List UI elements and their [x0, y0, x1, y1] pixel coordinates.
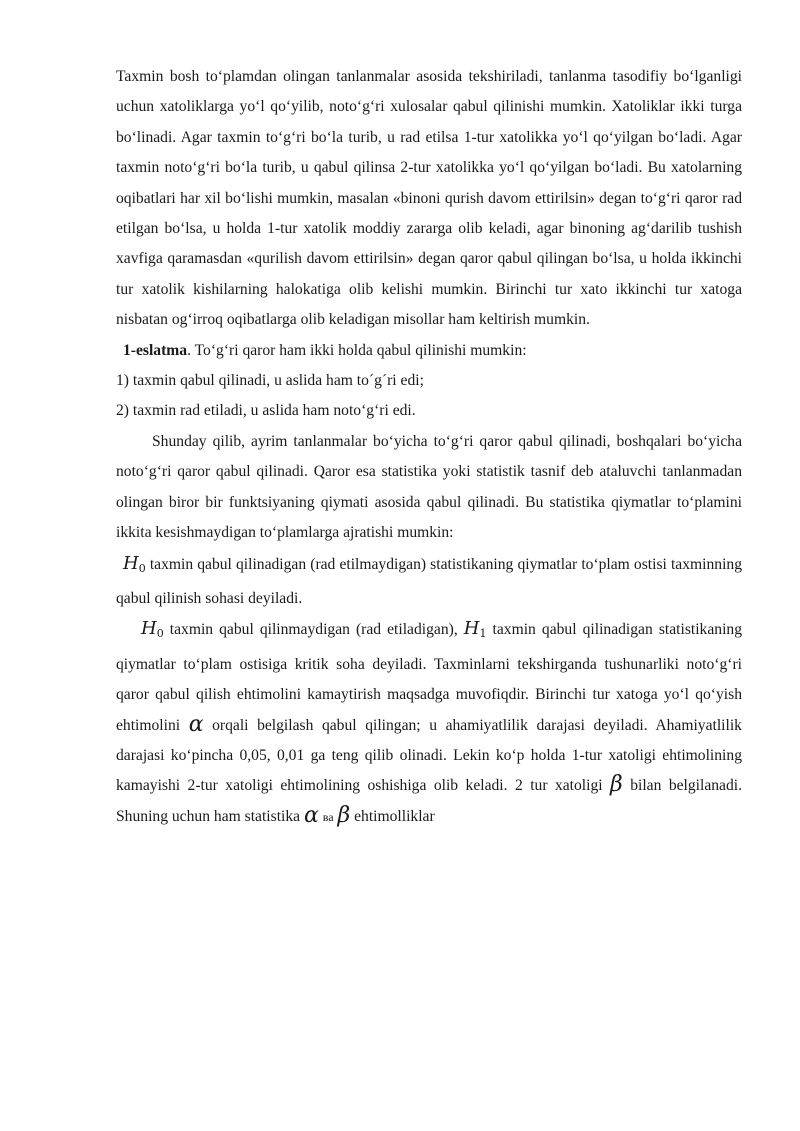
- math-h1-symbol: $H_1$: [463, 618, 487, 641]
- paragraph-acceptance-region: [116, 549, 742, 615]
- note-line: [116, 336, 742, 366]
- critical-text-e: ehtimolliklar: [350, 807, 435, 825]
- math-alpha-symbol: α: [188, 711, 204, 737]
- math-alpha-symbol: α: [303, 802, 319, 828]
- paragraph-errors: Taxmin bosh to‘plamdan olingan tanlanmalar asosida tekshiriladi, tanlanma tasodifiy bo‘lganligi uchun xatoliklarga yo‘l qo‘yilib, noto‘g‘ri xulosalar qabul qilinishi mumkin. Xatoliklar ikki turga bo‘linadi. Agar taxmin to‘g‘ri bo‘la turib, u rad etilsa 1-tur xatolikka yo‘l qo‘yilgan bo‘ladi. Agar taxmin noto‘g‘ri bo‘la turib, u qabul qilinsa 2-tur xatolikka yo‘l qo‘yilgan bo‘ladi. Bu xatolarning oqibatlari har xil bo‘lishi mumkin, masalan «binoni qurish davom ettirilsin» degan to‘g‘ri qaror rad etilgan bo‘lsa, u holda 1-tur xatolik moddiy zararga olib keladi, agar binoning ag‘darilib tushish xavfiga qaramasdan «qurilish davom ettirilsin» degan qaror qabul qilingan bo‘lsa, u holda ikkinchi tur xatolik kishilarning halokatiga olib kelishi mumkin. Birinchi tur xato ikkinchi tur xatoga nisbatan og‘irroq oqibatlarga olib keladigan misollar ham keltirish mumkin.: [116, 68, 742, 329]
- critical-text-a: taxmin qabul qilinmaydigan (rad etiladigan),: [163, 621, 464, 639]
- list-item: 2) taxmin rad etiladi, u aslida ham noto‘g‘ri edi.: [116, 402, 416, 420]
- critical-text-d: bilan belgilanadi. Shuning uchun ham statistika: [116, 777, 742, 825]
- note-text: . To‘g‘ri qaror ham ikki holda qabul qilinishi mumkin:: [187, 341, 527, 359]
- acceptance-text: taxmin qabul qilinadigan (rad etilmaydigan) statistikaning qiymatlar to‘plam ostisi taxminning qabul qilinish sohasi deyiladi.: [116, 555, 742, 607]
- note-label: 1-eslatma: [123, 341, 188, 359]
- critical-text-c: orqali belgilash qabul qilingan; u ahamiyatlilik darajasi deyiladi. Ahamiyatlilik darajasi ko‘pincha 0,05, 0,01 ga teng qilib olinadi. Lekin ko‘p holda 1-tur xatoligi ehtimolining kamayishi 2-tur xatoligi ehtimolining oshishiga olib keladi. 2 tur xatoligi: [116, 716, 742, 795]
- math-beta-symbol: β: [610, 772, 623, 798]
- math-h0-symbol: $H_0$: [123, 552, 146, 575]
- document-page: [116, 62, 742, 832]
- critical-text-b: taxmin qabul qilinadigan statistikaning qiymatlar to‘plam ostisiga kritik soha deyiladi. Taxminlarni tekshirganda tushunarliki noto‘g‘ri qaror qabul qilish ehtimolini kamaytirish maqsadga muvofiqdir. Birinchi tur xatoga yo‘l qo‘yish ehtimolini: [116, 621, 742, 734]
- math-h0-symbol: $H_0$: [141, 618, 164, 641]
- math-beta-symbol: β: [337, 802, 351, 828]
- list-item: 1) taxmin qabul qilinadi, u aslida ham to´g´ri edi;: [116, 372, 424, 390]
- paragraph-critical-region: [116, 614, 742, 832]
- paragraph-statistic: Shunday qilib, ayrim tanlanmalar bo‘yicha to‘g‘ri qaror qabul qilinadi, boshqalari bo‘yicha noto‘g‘ri qaror qabul qilinadi. Qaror esa statistika yoki statistik tasnif deb ataluvchi tanlanmadan olingan biror bir funktsiyaning qiymati asosida qabul qilinadi. Bu statistika qiymatlar to‘plamini ikkita kesishmaydigan to‘plamlarga ajratishi mumkin:: [116, 432, 742, 542]
- conjunction-va: ва: [322, 809, 334, 824]
